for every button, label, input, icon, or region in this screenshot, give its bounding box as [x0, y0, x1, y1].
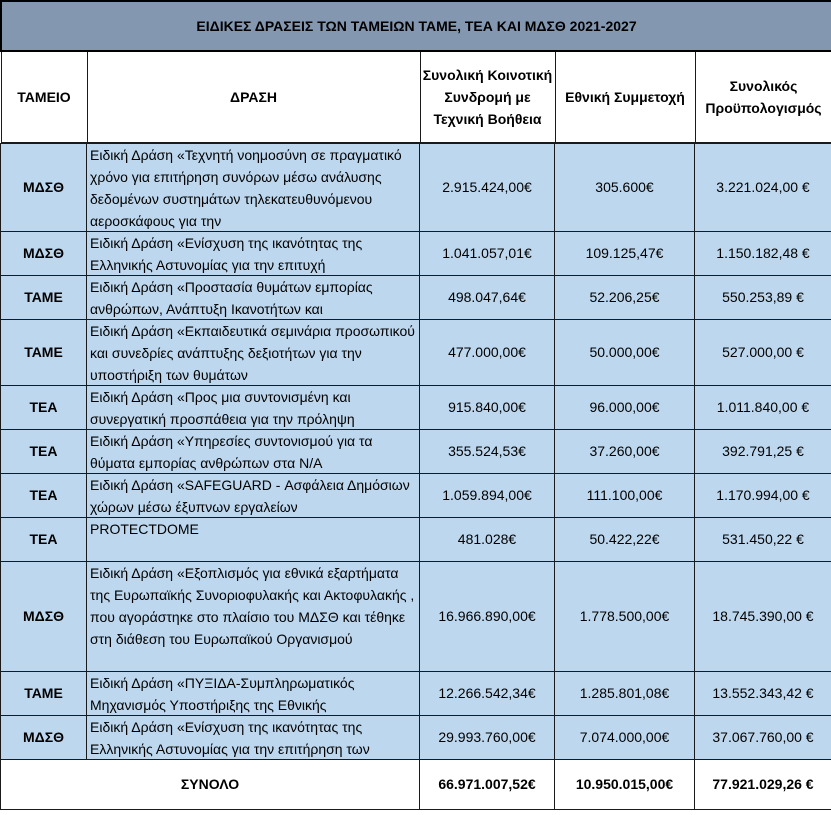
table-row: [1, 715, 831, 759]
total-budget-cell: 527.000,00 €: [695, 319, 831, 385]
action-text: Ειδική Δράση «Εξοπλισμός για εθνικά εξαρτήματα της Ευρωπαϊκής Συνοριοφυλακής και Ακτοφυλακής , που αγοράστηκε στο πλαίσιο του ΜΔΣΘ και τέθηκε στη διάθεση του Ευρωπαϊκού Οργανισμού: [90, 564, 415, 647]
table-row: [1, 319, 831, 385]
special-actions-table: [0, 0, 831, 143]
action-cell: [87, 715, 420, 759]
action-cell: [87, 473, 420, 517]
action-text: Ειδική Δράση «ΠΥΞΙΔΑ-Συμπληρωματικός Μηχανισμός Υποστήριξης της Εθνικής: [90, 674, 355, 713]
table-row: [1, 561, 831, 671]
total-budget-cell: 1.170.994,00 €: [695, 473, 831, 517]
totals-label: ΣΥΝΟΛΟ: [1, 759, 420, 809]
header-action: ΔΡΑΣΗ: [87, 51, 420, 142]
national-cell: 52.206,25€: [555, 275, 695, 319]
total-budget-cell: 1.150.182,48 €: [695, 231, 831, 275]
eu-contribution-cell: 16.966.890,00€: [420, 561, 555, 671]
action-cell: [87, 231, 420, 275]
action-cell: [87, 319, 420, 385]
action-text: Ειδική Δράση «Εκπαιδευτικά σεμινάρια προσωπικού και συνεδρίες ανάπτυξης δεξιοτήτων για την υποστήριξη των θυμάτων: [90, 322, 415, 383]
eu-contribution-cell: 12.266.542,34€: [420, 671, 555, 715]
national-cell: 305.600€: [555, 143, 695, 231]
total-budget-cell: 531.450,22 €: [695, 517, 831, 561]
action-cell: [87, 275, 420, 319]
table-row: [1, 517, 831, 561]
action-cell: [87, 429, 420, 473]
fund-cell: ΜΔΣΘ: [1, 231, 87, 275]
fund-cell: ΤΕΑ: [1, 473, 87, 517]
header-national: Εθνική Συμμετοχή: [555, 51, 695, 142]
table-body: [0, 143, 831, 810]
national-cell: 111.100,00€: [555, 473, 695, 517]
national-cell: 96.000,00€: [555, 385, 695, 429]
table-row: [1, 429, 831, 473]
fund-cell: ΤΑΜΕ: [1, 275, 87, 319]
action-cell: [87, 671, 420, 715]
action-text: Ειδική Δράση «Προς μια συντονισμένη και συνεργατική προσπάθεια για την πρόληψη: [90, 388, 355, 427]
eu-contribution-cell: 1.059.894,00€: [420, 473, 555, 517]
action-cell: [87, 517, 420, 561]
action-text: Ειδική Δράση «Τεχνητή νοημοσύνη σε πραγματικό χρόνο για επιτήρηση συνόρων μέσω ανάλυσης δεδομένων συστημάτων τηλεκατευθυνόμενου αεροσκάφους για την: [90, 146, 402, 229]
fund-cell: ΤΕΑ: [1, 517, 87, 561]
national-cell: 50.422,22€: [555, 517, 695, 561]
action-text: Ειδική Δράση «Ενίσχυση της ικανότητας της Ελληνικής Αστυνομίας για την επιτήρηση των: [90, 718, 370, 757]
total-budget-cell: 18.745.390,00 €: [695, 561, 831, 671]
action-text: Ειδική Δράση «Προστασία θυμάτων εμπορίας ανθρώπων, Ανάπτυξη Ικανοτήτων και: [90, 278, 373, 317]
totals-row: [1, 759, 831, 809]
header-eu-contribution: Συνολική Κοινοτική Συνδρομή με Τεχνική Βοήθεια: [420, 51, 555, 142]
table-row: [1, 671, 831, 715]
fund-cell: ΤΑΜΕ: [1, 671, 87, 715]
eu-contribution-cell: 481.028€: [420, 517, 555, 561]
action-cell: [87, 143, 420, 231]
eu-contribution-cell: 29.993.760,00€: [420, 715, 555, 759]
table-row: [1, 143, 831, 231]
fund-cell: ΤΑΜΕ: [1, 319, 87, 385]
totals-eu: 66.971.007,52€: [420, 759, 555, 809]
fund-cell: ΜΔΣΘ: [1, 715, 87, 759]
table-row: [1, 231, 831, 275]
header-total-budget: Συνολικός Προϋπολογισμός: [695, 51, 831, 142]
national-cell: 50.000,00€: [555, 319, 695, 385]
action-text: Ειδική Δράση «Υπηρεσίες συντονισμού για τα θύματα εμπορίας ανθρώπων στα Ν/Α: [90, 432, 373, 471]
national-cell: 7.074.000,00€: [555, 715, 695, 759]
eu-contribution-cell: 355.524,53€: [420, 429, 555, 473]
totals-national: 10.950.015,00€: [555, 759, 695, 809]
total-budget-cell: 3.221.024,00 €: [695, 143, 831, 231]
total-budget-cell: 37.067.760,00 €: [695, 715, 831, 759]
eu-contribution-cell: 477.000,00€: [420, 319, 555, 385]
national-cell: 1.778.500,00€: [555, 561, 695, 671]
total-budget-cell: 392.791,25 €: [695, 429, 831, 473]
eu-contribution-cell: 2.915.424,00€: [420, 143, 555, 231]
eu-contribution-cell: 915.840,00€: [420, 385, 555, 429]
total-budget-cell: 550.253,89 €: [695, 275, 831, 319]
table-row: [1, 385, 831, 429]
national-cell: 109.125,47€: [555, 231, 695, 275]
total-budget-cell: 1.011.840,00 €: [695, 385, 831, 429]
table-row: [1, 473, 831, 517]
eu-contribution-cell: 1.041.057,01€: [420, 231, 555, 275]
totals-budget: 77.921.029,26 €: [695, 759, 831, 809]
table-row: [1, 275, 831, 319]
fund-cell: ΤΕΑ: [1, 429, 87, 473]
fund-cell: ΜΔΣΘ: [1, 143, 87, 231]
action-text: PROTECTDOME: [90, 520, 199, 537]
national-cell: 37.260,00€: [555, 429, 695, 473]
total-budget-cell: 13.552.343,42 €: [695, 671, 831, 715]
fund-cell: ΜΔΣΘ: [1, 561, 87, 671]
action-text: Ειδική Δράση «Ενίσχυση της ικανότητας της Ελληνικής Αστυνομίας για την επιτυχή: [90, 234, 363, 273]
fund-cell: ΤΕΑ: [1, 385, 87, 429]
table-title: ΕΙΔΙΚΕΣ ΔΡΑΣΕΙΣ ΤΩΝ ΤΑΜΕΙΩΝ ΤΑΜΕ, ΤΕΑ ΚΑΙ ΜΔΣΘ 2021-2027: [1, 1, 831, 51]
header-fund: ΤΑΜΕΙΟ: [1, 51, 87, 142]
action-text: Ειδική Δράση «SAFEGUARD - Ασφάλεια Δημόσιων χώρων μέσω έξυπνων εργαλείων: [90, 476, 410, 515]
action-cell: [87, 385, 420, 429]
national-cell: 1.285.801,08€: [555, 671, 695, 715]
action-cell: [87, 561, 420, 671]
eu-contribution-cell: 498.047,64€: [420, 275, 555, 319]
